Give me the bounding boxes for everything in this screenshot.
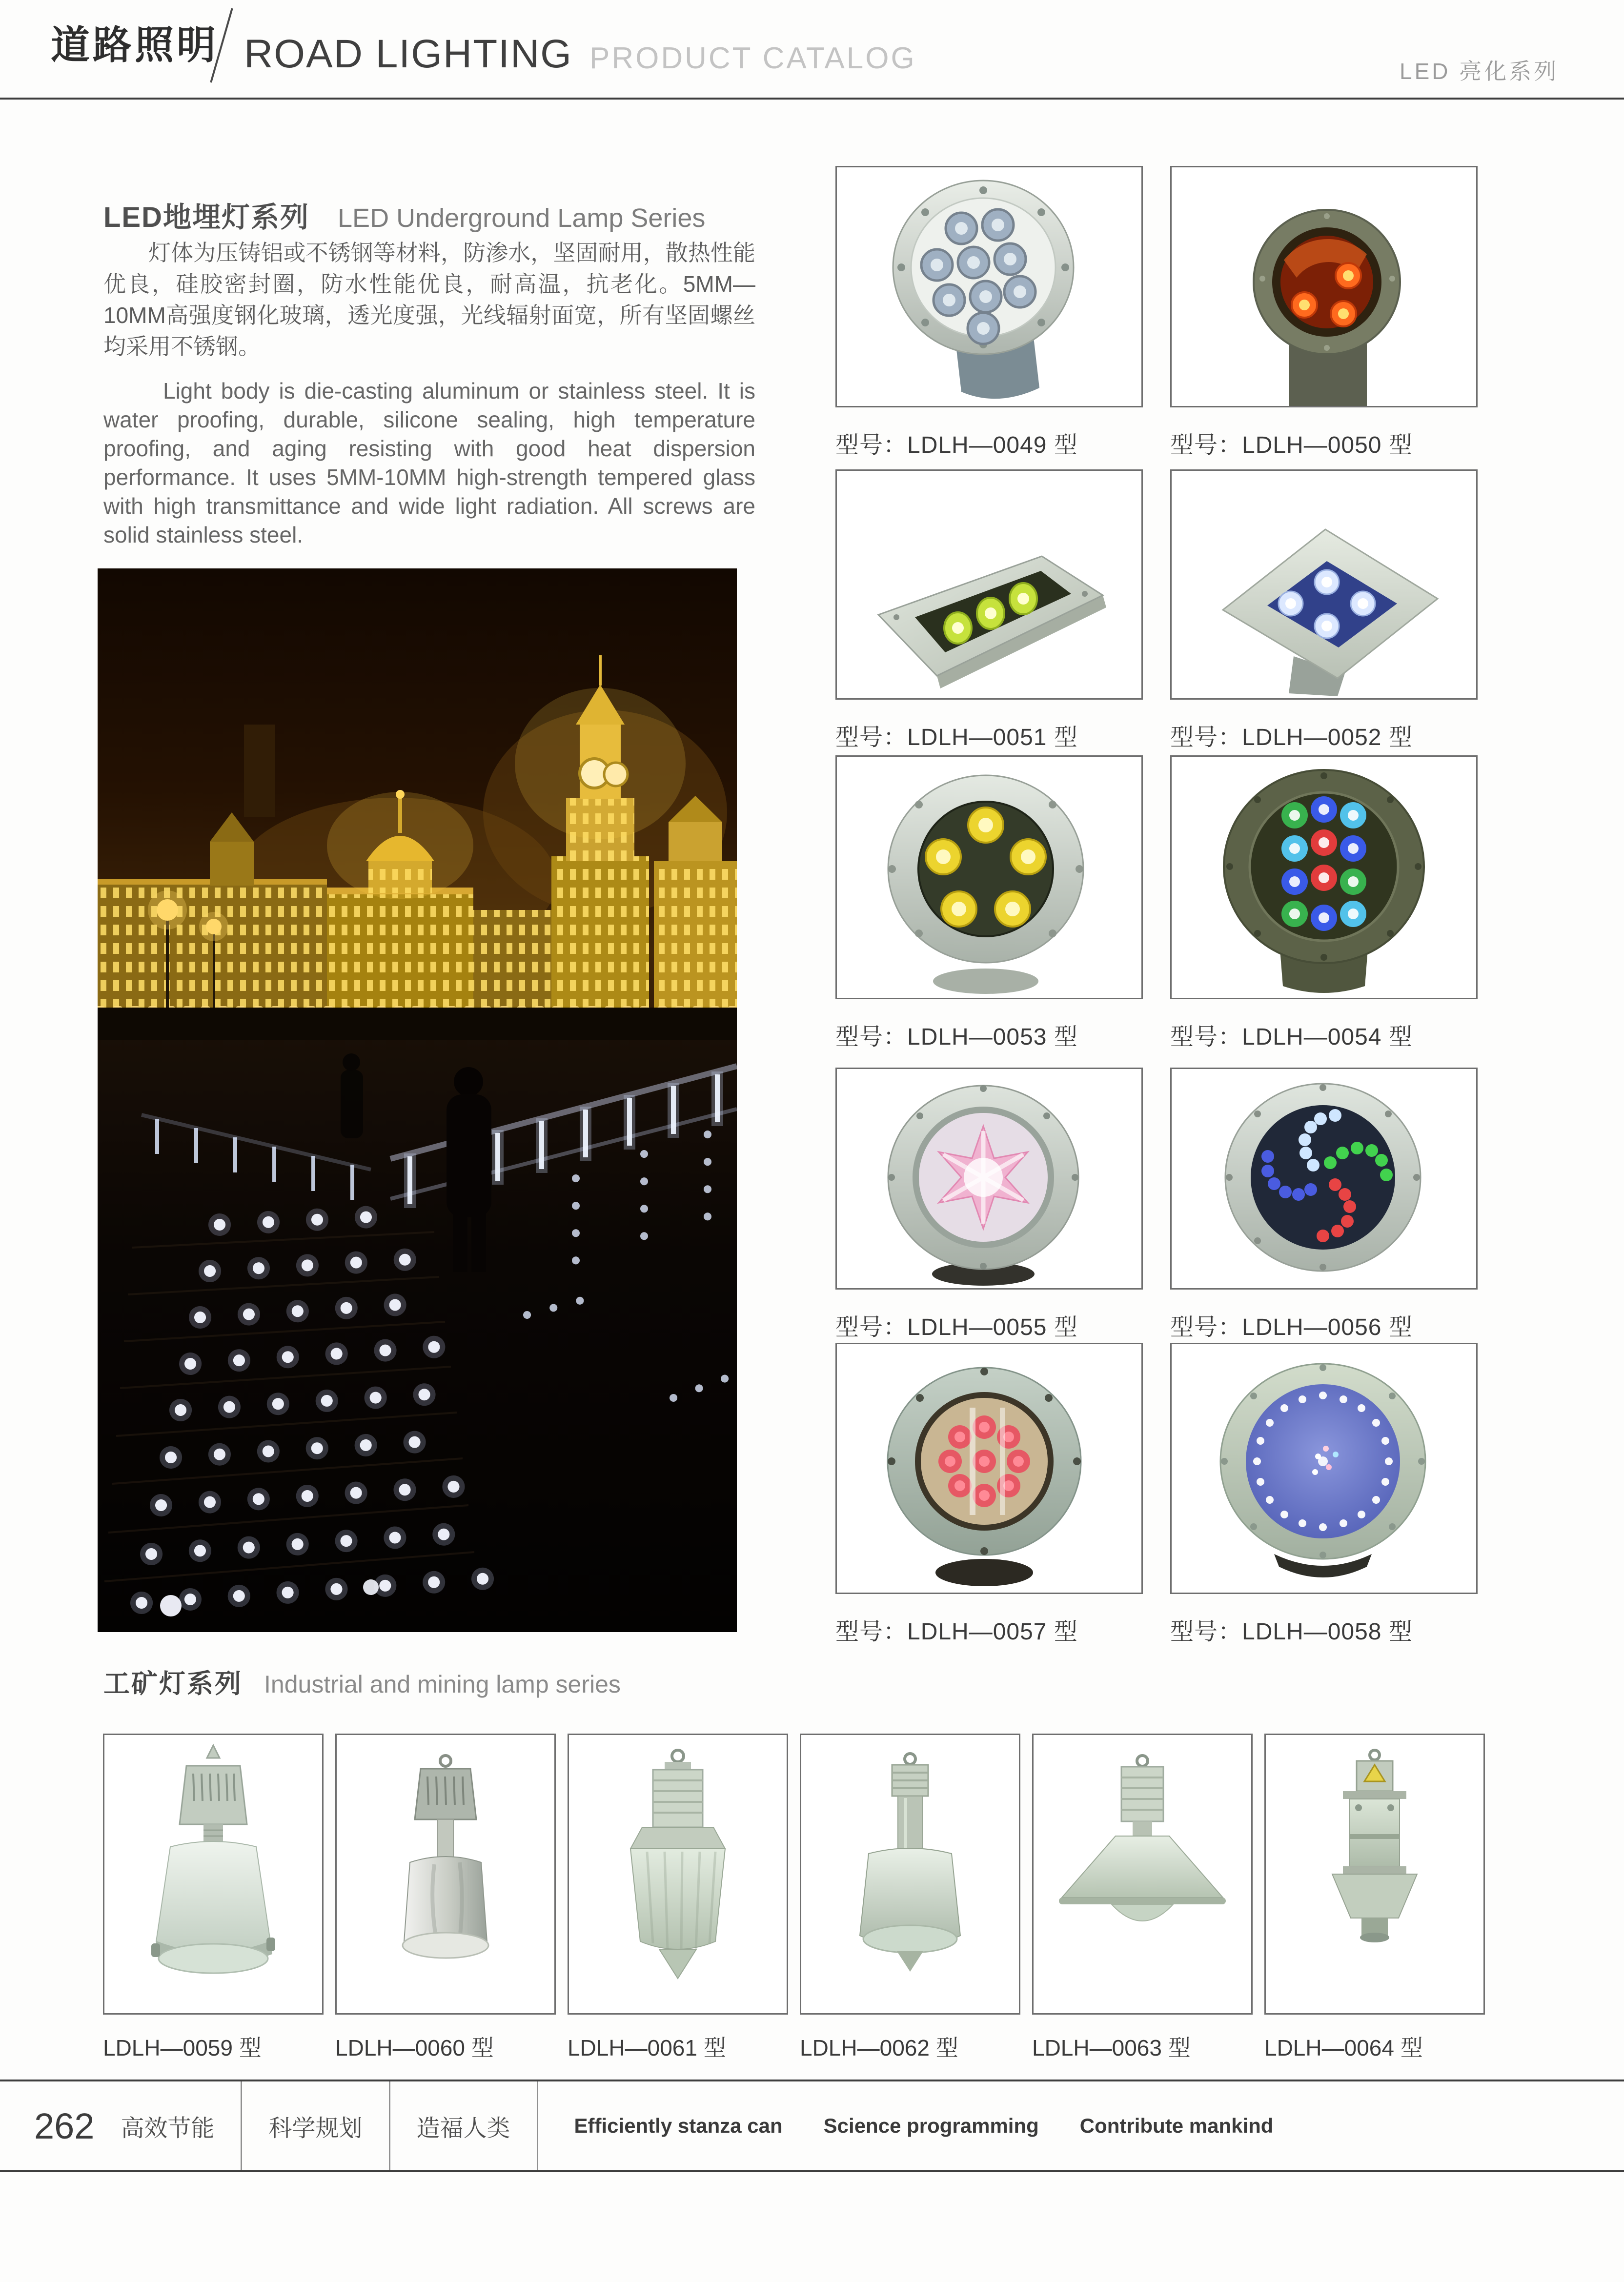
brand-logo-subtitle: PRODUCT CATALOG <box>589 41 916 75</box>
product-model-label: LDLH—0063 型 <box>1032 2035 1191 2060</box>
product-model-label: 型号：LDLH—0055 型 <box>835 1314 1078 1340</box>
product-card-ldlh-0054 <box>1170 755 1478 1051</box>
product-card-ldlh-0055 <box>835 1068 1143 1342</box>
product-model-label: 型号：LDLH—0057 型 <box>835 1619 1078 1645</box>
product-model-label: 型号：LDLH—0050 型 <box>1170 432 1413 458</box>
product-photo-ldlh-0050 <box>1170 166 1478 407</box>
header-rule <box>0 98 1624 100</box>
footer-slogan-1: 高效节能 <box>94 2081 242 2170</box>
product-photo-ldlh-0054 <box>1170 755 1478 999</box>
brand-logo-cn: 道路照明 <box>51 23 219 67</box>
product-card-ldlh-0052 <box>1170 469 1478 752</box>
product-model-label: 型号：LDLH—0054 型 <box>1170 1024 1413 1050</box>
product-card-ldlh-0064 <box>1264 1734 1485 2062</box>
page-footer <box>0 2080 1624 2172</box>
mining-title-en: Industrial and mining lamp series <box>264 1671 621 1698</box>
product-card-ldlh-0062 <box>800 1734 1020 2062</box>
product-photo-ldlh-0049 <box>835 166 1143 407</box>
product-card-ldlh-0059 <box>103 1734 324 2062</box>
product-photo-ldlh-0064 <box>1264 1734 1485 2015</box>
product-model-label: LDLH—0059 型 <box>103 2035 262 2060</box>
series-label: LED 亮化系列 <box>1400 59 1559 84</box>
product-photo-ldlh-0060 <box>335 1734 556 2015</box>
product-card-ldlh-0053 <box>835 755 1143 1051</box>
product-photo-ldlh-0058 <box>1170 1343 1478 1594</box>
product-photo-ldlh-0057 <box>835 1343 1143 1594</box>
product-model-label: 型号：LDLH—0051 型 <box>835 725 1078 750</box>
footer-slogan-en-3: Contribute mankind <box>1079 2114 1274 2137</box>
product-photo-ldlh-0052 <box>1170 469 1478 700</box>
product-photo-ldlh-0062 <box>800 1734 1020 2015</box>
product-model-label: 型号：LDLH—0058 型 <box>1170 1619 1413 1645</box>
product-model-label: LDLH—0061 型 <box>568 2035 726 2060</box>
product-photo-ldlh-0051 <box>835 469 1143 700</box>
product-model-label: 型号：LDLH—0056 型 <box>1170 1314 1413 1340</box>
section-title-mining <box>103 1663 621 1700</box>
footer-slogan-3: 造福人类 <box>390 2081 538 2170</box>
brand-logo-en: ROAD LIGHTING <box>244 32 572 76</box>
footer-slogan-en <box>574 2114 1274 2138</box>
product-model-label: LDLH—0060 型 <box>335 2035 494 2060</box>
bund-night-photo-art <box>98 568 737 1632</box>
product-model-label: 型号：LDLH—0049 型 <box>835 432 1078 458</box>
footer-slogan-2: 科学规划 <box>242 2081 390 2170</box>
product-model-label: LDLH—0062 型 <box>800 2035 958 2060</box>
product-card-ldlh-0060 <box>335 1734 556 2062</box>
product-photo-ldlh-0053 <box>835 755 1143 999</box>
product-photo-ldlh-0055 <box>835 1068 1143 1290</box>
product-card-ldlh-0050 <box>1170 166 1478 460</box>
product-photo-ldlh-0061 <box>568 1734 788 2015</box>
mining-title-cn: 工矿灯系列 <box>103 1669 243 1698</box>
footer-slogan-en-1: Efficiently stanza can <box>574 2114 783 2137</box>
product-photo-ldlh-0059 <box>103 1734 324 2015</box>
section-title-en: LED Underground Lamp Series <box>338 203 706 233</box>
product-photo-ldlh-0063 <box>1032 1734 1253 2015</box>
section-title-underground <box>103 194 705 235</box>
product-card-ldlh-0056 <box>1170 1068 1478 1342</box>
intro-paragraph-en: Light body is die-casting aluminum or stainless steel. It is water proofing, durable, silicone sealing, high temperature proofing, and aging resisting with good heat dispersion performance. It uses 5MM-10MM high-strength tempered glass with high transmittance and wide light radiation. All screws are solid stainless steel. <box>103 378 755 547</box>
product-card-ldlh-0058 <box>1170 1343 1478 1646</box>
product-card-ldlh-0063 <box>1032 1734 1253 2062</box>
page-number: 262 <box>34 2105 95 2146</box>
section-title-cn: LED地埋灯系列 <box>103 202 310 233</box>
product-card-ldlh-0061 <box>568 1734 788 2062</box>
product-photo-ldlh-0056 <box>1170 1068 1478 1290</box>
product-model-label: 型号：LDLH—0053 型 <box>835 1024 1078 1050</box>
product-card-ldlh-0051 <box>835 469 1143 752</box>
product-card-ldlh-0049 <box>835 166 1143 460</box>
product-model-label: LDLH—0064 型 <box>1264 2035 1423 2060</box>
bund-night-photo <box>98 568 737 1632</box>
product-model-label: 型号：LDLH—0052 型 <box>1170 725 1413 750</box>
footer-slogan-en-2: Science programming <box>823 2114 1039 2137</box>
intro-paragraph-cn: 灯体为压铸铝或不锈钢等材料，防渗水，坚固耐用，散热性能优良，硅胶密封圈，防水性能优良，耐高温，抗老化。5MM—10MM高强度钢化玻璃，透光度强，光线辐射面宽，所有坚固螺丝均采用不锈钢。 <box>103 240 755 359</box>
product-card-ldlh-0057 <box>835 1343 1143 1646</box>
